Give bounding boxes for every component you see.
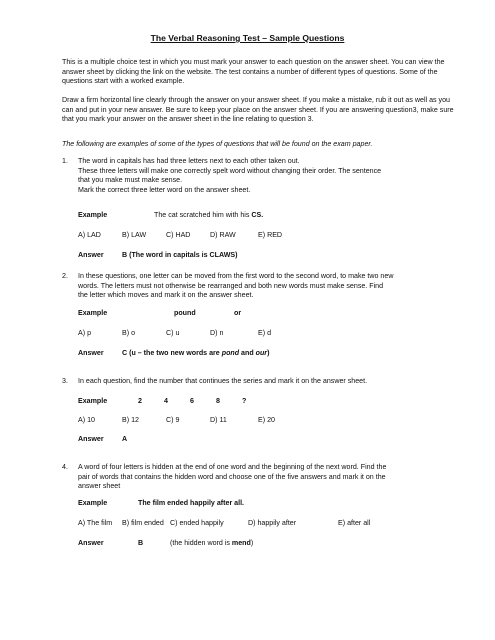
answer-text: B (138, 539, 144, 547)
answer-label: Answer (78, 251, 104, 259)
question-text (78, 272, 472, 301)
example-label: Example (78, 211, 108, 219)
example-label: Example (78, 309, 108, 317)
option: A) 10 (78, 416, 95, 424)
question-text-line: In each question, find the number that continues the series and mark it on the answer sheet. (78, 377, 368, 385)
question-text (78, 463, 472, 492)
option: B) o (122, 329, 136, 337)
answer-text: A (122, 435, 128, 443)
question-text (78, 157, 472, 195)
question-text-line: A word of four letters is hidden at the end of one word and the beginning of the next word. Find the (78, 463, 387, 471)
option: E) RED (258, 231, 283, 239)
answer-label: Answer (78, 349, 104, 357)
option: A) The film (78, 519, 113, 527)
answer-label: Answer (78, 539, 104, 547)
option: B) 12 (122, 416, 139, 424)
series-value: 8 (216, 397, 220, 405)
option: C) u (166, 329, 180, 337)
answer-label: Answer (78, 435, 104, 443)
example-sentence: The film ended happily after all. (138, 499, 245, 507)
option: B) film ended (122, 519, 164, 527)
question-text-line: that you make must make sense. (78, 176, 183, 185)
answer-note: (the hidden word is mend) (170, 539, 254, 547)
option: C) HAD (166, 231, 191, 239)
series-value: 2 (138, 397, 142, 405)
question-text-line: answer sheet (78, 482, 121, 491)
question-text (78, 377, 472, 387)
intro-paragraph-3: The following are examples of some of the types of questions that will be found on the exam paper. (62, 140, 373, 148)
question-number: 4. (62, 463, 68, 471)
option: E) 20 (258, 416, 275, 424)
intro-paragraph-1: This is a multiple choice test in which you must mark your answer to each question on the answer sheet. You can view the answer sheet by clicking the link on the website. The test contains a number of different types of questions. Some of the questions start with a worked example. (62, 58, 445, 86)
intro-paragraph-2: Draw a firm horizontal line clearly through the answer on your answer sheet. If you make a mistake, rub it out as well as you can and put in your new answer. Be sure to keep your place on the answer sheet. If you are answering question3, make sure that you mark your answer on the answer sheet in the line relating to question 3. (62, 96, 454, 124)
option: E) after all (338, 519, 371, 527)
example-label: Example (78, 397, 108, 405)
example-text: The cat scratched him with his CS. (154, 211, 264, 219)
series-value: 6 (190, 397, 194, 405)
option: E) d (258, 329, 272, 337)
answer-text: B (The word in capitals is CLAWS) (122, 251, 238, 259)
document-title: The Verbal Reasoning Test – Sample Questions (150, 33, 345, 43)
option: C) ended happily (170, 519, 224, 527)
question-text-line: These three letters will make one correctly spelt word without changing their order. The sentence (78, 166, 382, 175)
question-text-line: In these questions, one letter can be moved from the first word to the second word, to make two new (78, 272, 394, 280)
option: D) RAW (210, 231, 236, 239)
question-number: 2. (62, 272, 68, 280)
option: D) n (210, 329, 224, 337)
series-value: ? (242, 397, 247, 405)
question-text-line: Mark the correct three letter word on the answer sheet. (78, 185, 251, 194)
question-text-line: the letter which moves and mark it on the answer sheet. (78, 291, 254, 300)
option: B) LAW (122, 231, 147, 239)
question-text-line: words. The letters must not otherwise be rearranged and both new words must make sense. Find (78, 281, 384, 290)
question-text-line: pair of words that contains the hidden word and choose one of the five answers and mark it on the (78, 472, 386, 481)
question-number: 1. (62, 157, 68, 165)
series-value: 4 (164, 397, 168, 405)
question-number: 3. (62, 377, 68, 385)
question-text-line: The word in capitals has had three letters next to each other taken out. (78, 157, 300, 165)
option: A) p (78, 329, 92, 337)
option: D) 11 (210, 416, 227, 424)
example-word: or (234, 309, 242, 317)
answer-text: C (u – the two new words are pond and our) (122, 349, 270, 357)
example-word: pound (174, 309, 196, 317)
option: C) 9 (166, 416, 180, 424)
option: D) happily after (248, 519, 297, 527)
example-label: Example (78, 499, 108, 507)
option: A) LAD (78, 231, 101, 239)
